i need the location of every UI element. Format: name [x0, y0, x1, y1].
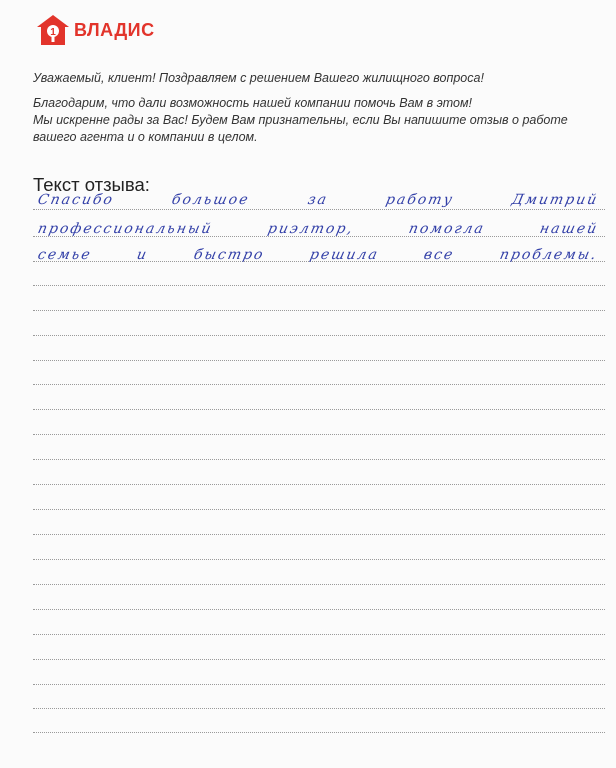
ruled-line	[33, 609, 605, 610]
handwritten-word: риэлтор,	[266, 221, 356, 237]
ruled-line	[33, 509, 605, 510]
handwritten-line-3	[38, 247, 598, 263]
ruled-line	[33, 209, 605, 210]
handwritten-word: решила	[308, 247, 381, 263]
review-heading: Текст отзыва:	[33, 174, 150, 195]
handwritten-word: быстро	[192, 247, 267, 263]
handwritten-word: семье	[36, 247, 94, 263]
intro-thanks: Благодарим, что дали возможность нашей компании помочь Вам в этом!	[33, 96, 473, 110]
ruled-line	[33, 584, 605, 585]
ruled-line	[33, 434, 605, 435]
handwritten-word: профессиональный	[36, 221, 215, 237]
handwritten-line-1	[38, 192, 598, 208]
ruled-line	[33, 459, 605, 460]
ruled-line	[33, 659, 605, 660]
ruled-line	[33, 634, 605, 635]
ruled-line	[33, 285, 605, 286]
ruled-lines	[33, 0, 605, 768]
handwritten-word: проблемы.	[498, 247, 600, 263]
handwritten-word: помогла	[407, 221, 487, 237]
handwritten-word: работу	[384, 192, 456, 208]
ruled-line	[33, 484, 605, 485]
handwritten-word: Дмитрий	[510, 192, 600, 208]
ruled-line	[33, 559, 605, 560]
handwritten-word: за	[306, 192, 330, 208]
ruled-line	[33, 335, 605, 336]
ruled-line	[33, 708, 605, 709]
svg-text:1: 1	[50, 27, 56, 38]
handwritten-line-2	[38, 221, 598, 237]
handwritten-word: и	[135, 247, 150, 263]
intro-request: Мы искренне рады за Вас! Будем Вам признательны, если Вы напишите отзыв о работе вашего агента и о компании в целом.	[33, 113, 568, 144]
ruled-line	[33, 534, 605, 535]
ruled-line	[33, 384, 605, 385]
brand-name: ВЛАДИС	[74, 19, 155, 40]
handwritten-word: большое	[170, 192, 252, 208]
handwritten-word: нашей	[538, 221, 600, 237]
ruled-line	[33, 732, 605, 733]
ruled-line	[33, 684, 605, 685]
ruled-line	[33, 310, 605, 311]
intro-congratulations: Уважаемый, клиент! Поздравляем с решением Вашего жилищного вопроса!	[33, 71, 484, 85]
ruled-line	[33, 360, 605, 361]
ruled-line	[33, 409, 605, 410]
handwritten-word: все	[422, 247, 457, 263]
handwritten-word: Спасибо	[36, 192, 116, 208]
